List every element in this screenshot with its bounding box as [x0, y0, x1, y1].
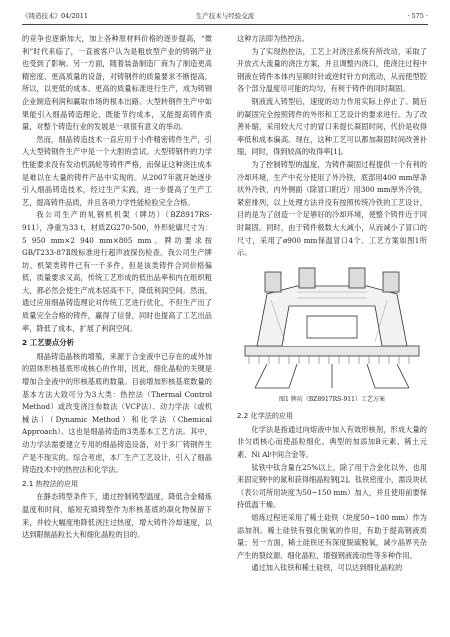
page-number: · 575 ·	[407, 12, 428, 20]
body-paragraph: 然而，细晶铸造技术一直应用于小件精密铸件生产，引入大型铸钢件生产中是一个大胆的尝试。大型铸钢件的力学性能要求没有发动机涡轮等铸件严格，而保证这种浇注成本是难以在大量的铸件产品中实现的。从2007年就开始逐步引入细晶铸造技术，经过生产实践，进一步提高了生产工艺，提高铸件品质，并且各项力学性能检验完全合格。	[22, 134, 212, 207]
subsection-heading: 2.2 化学法的应用	[237, 411, 294, 421]
figure-caption: 图1 牌坊（BZ8917RS-911）工艺方案	[279, 395, 385, 403]
section-title: 生产技术与经验交流	[195, 12, 255, 20]
page-header	[22, 10, 428, 25]
body-paragraph: 为了控制铸型的温度，为铸件凝固过程提供一个有利的冷却环境，生产中充分使用了外冷铁，底部用400 mm厚条状外冷铁，内外侧面（除冒口附近）用300 mm厚外冷铁，紧密排列，以上处理方法并没有按照传统冷铁的工艺设计，目的是为了创造一个足够好的冷却环境，使整个铸件近于同时凝固。同时，由于铸件极数大大减小，从而减小了冒口的尺寸，采用了ø900 mm保温冒口4个。工艺方案如图1所示。	[237, 159, 427, 258]
body-paragraph: 钢液流入铸型后，速度的动力作用实际上停止了。随后的凝固完全按照铸件的外形和工艺设计的要求进行。为了改善补缩，采用较大尺寸的冒口来提长凝固时间，代价是收得率低和成本偏高。现在，这种工艺可以都加凝固时间改善补缩，同时，得到较高的收得率[1]。	[237, 96, 427, 157]
body-paragraph: 为了实现热控法，工艺上对浇注系统有所改动，采取了开放式大流量的浇注方案，并且调整内浇口，使浇注过程中钢液在铸件本体内呈顺时针或逆时针方向流动，从而使型腔各个部分温度尽可能的均匀，有利于铸件的同时凝固。	[237, 46, 427, 94]
journal-name: 《铸造技术》04/2011	[22, 12, 89, 20]
body-paragraph: 化学法是指通过向熔液中加入有效形核剂，形成大量的非匀质核心而使晶粒细化。典型的加添加B元素、稀土元素、Ni Al中间合金等。	[237, 424, 427, 460]
body-paragraph: 通过加入钛铁和稀土硅铁，可以达到细化晶粒的	[251, 563, 403, 573]
section-heading: 2 工艺要点分析	[22, 338, 75, 348]
body-paragraph: 的竞争也逐渐加大，加上各种原材料价格的逐步提高，“微利”时代来临了，一直被客户认为是粗放型产业的铸钢产业也受到了影响。另一方面，随着装备制造厂商为了制造更高精密度、更高质量的设备，对铸钢件的质量要求不断提高，所以，以更低的成本、更高的质量标准进行生产，成为铸钢企业制造利润和赢取市场的根本出路。大型转钢件生产中如果能引入细晶铸造理论，既能节约成本，又能提高铸件质量，对整个铸造行业的发展是一项很有意义的举动。	[22, 34, 212, 132]
body-paragraph: 钛铁中钛含量在25%以上，除了用于合金化以外，也用来固定钢中的氮和获得细晶粒钢[2]。钛铁密度小，需设块状（表公司所用块度为50~150 mm）加入，并且使用前要保持低温干燥。	[237, 462, 427, 510]
process-diagram-image	[237, 264, 427, 392]
body-paragraph: 我公司生产的轧钢机机架（牌坊）（BZ8917RS-911），净重为33 t，材质ZG270-500，外形轮廓尺寸为：5 950 mm×2 940 mm×805 mm。牌坊要求按GB/T233-87Ⅱ级标准进行超声波探伤检查。我公司生产牌坊、机架类铸件已有一千多件，但是该类铸件合同价格偏低，质量要求又高，传统工艺形成的低出品率和内在组织粗大，都必然会使生产成本居高不下，降低利润空间。然而，通过应用细晶铸造理论对传统工艺进行优化，不但生产出了质量完全合格的铸件，赢得了信誉，同时也提高了工艺出品率，降低了成本，扩展了利润空间。	[22, 210, 212, 333]
left-column	[22, 33, 212, 542]
body-paragraph: 细晶铸造晶核的增殖，来源于合金液中已存在的或外加的固体形核基底形成核心的作用，因此，细化晶粒的关键是增加合金液中的形核基底的数量。目前增加形核基底数量的基本方法大致可分为3大类：热控法（Thermal Control Method）或改变浇注参数法（VCP法）、动力学法（或机械法）（Dynamic Method）和化学法（Chemical Approach）。这也是细晶铸造的3类基本工艺方法。其中，动力学法需要建立专用的细晶铸造设备，对于多厂铸钢件生产是不现实的。综合考虑，本厂生产工艺设计，引入了细晶铸造技术中的热控法和化学法。	[22, 351, 212, 475]
subsection-heading: 2.1 热控法的应用	[22, 478, 79, 488]
body-paragraph: 熔炼过程还采用了稀土硅铁（块度50~100 mm）作为添加剂。稀土硅铁有强化脱氧的作用，有助于提高钢液质量；另一方面，稀土硅铁还有深度脱硫脱氧，减少晶界夹杂产生的裂纹源、细化晶粒，增强钢液流动性等多种作用。	[237, 513, 427, 560]
right-column-top-text	[237, 33, 427, 260]
right-column	[237, 33, 427, 575]
right-column-bottom-text	[237, 410, 427, 575]
process-diagram-figure	[237, 264, 427, 392]
body-paragraph: 在静态铸型条件下，通过控制铸型温度，降低合金精炼温度和时间，缩短充填铸型作为形核基底的凝化物保留下来，并较大幅度地降低浇注过热度，增大铸件冷却速度，以达到限制晶粒长大和细化晶粒的目的。	[22, 492, 212, 540]
body-paragraph: 这种方法即为热控法。	[237, 34, 309, 43]
